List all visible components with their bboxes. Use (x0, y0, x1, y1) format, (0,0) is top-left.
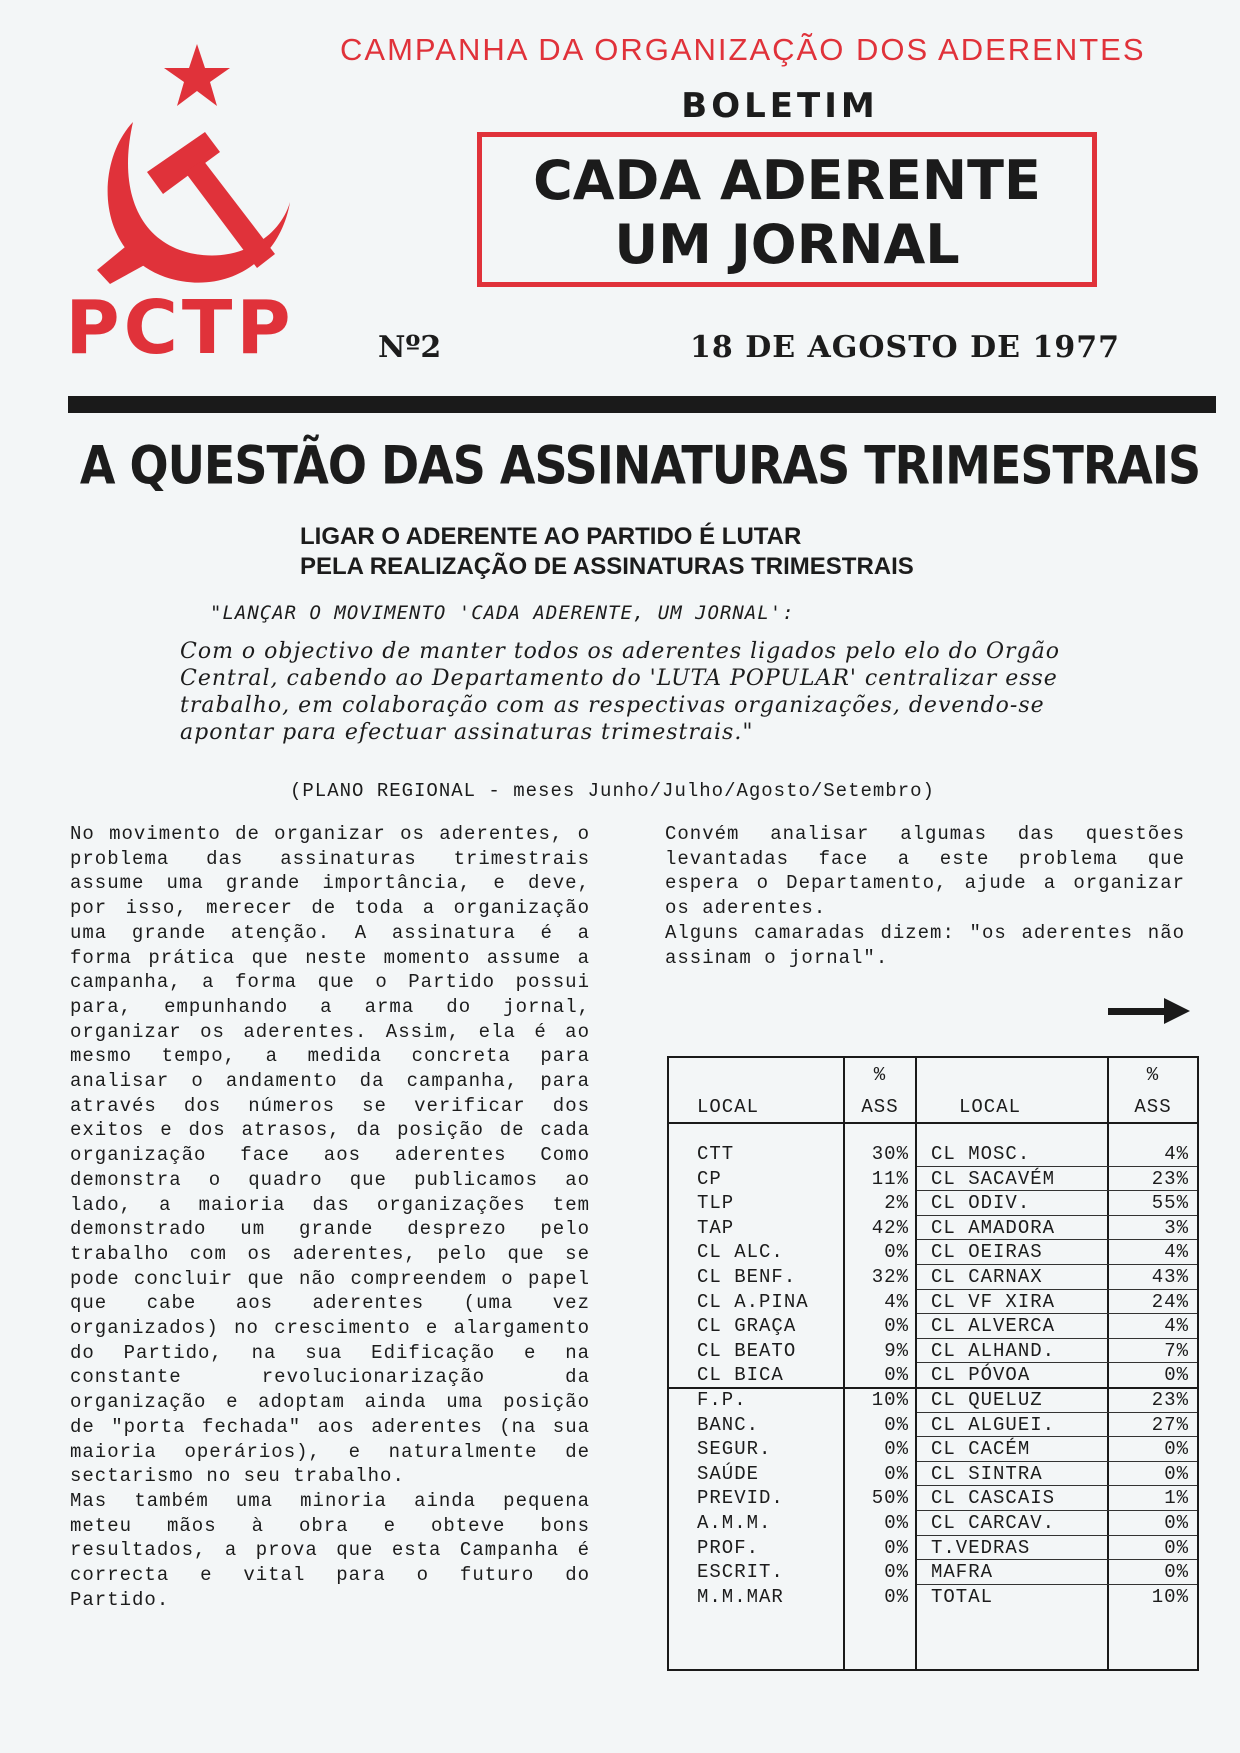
row-separator (917, 1338, 1197, 1339)
table-row (669, 1560, 1197, 1585)
local-right: CL OEIRAS (931, 1241, 1043, 1264)
local-left: CL ALC. (697, 1241, 784, 1264)
ass-left: 0% (884, 1438, 909, 1461)
local-right: T.VEDRAS (931, 1536, 1031, 1559)
table-row (669, 1314, 1197, 1339)
ass-left: 0% (884, 1462, 909, 1485)
ass-left: 9% (884, 1339, 909, 1362)
header-local-left: LOCAL (697, 1096, 760, 1118)
article-subhead (300, 522, 1000, 582)
ass-right: 4% (1164, 1315, 1189, 1338)
ass-right: 24% (1151, 1290, 1189, 1313)
masthead-box (477, 132, 1097, 287)
boletim-label: BOLETIM (681, 86, 879, 126)
local-right: CL CARCAV. (931, 1512, 1056, 1534)
right-column (665, 822, 1185, 970)
local-left: CL A.PINA (697, 1290, 809, 1313)
plan-reference: (PLANO REGIONAL - meses Junho/Julho/Agosto/Setembro) (290, 780, 935, 802)
local-right: CL MOSC. (931, 1143, 1031, 1165)
table-row (669, 1437, 1197, 1462)
local-left: F.P. (697, 1389, 747, 1411)
ass-left: 30% (871, 1143, 909, 1165)
local-left: CTT (697, 1143, 735, 1165)
table-row (669, 1585, 1197, 1610)
row-separator (917, 1436, 1197, 1437)
ass-left: 42% (871, 1216, 909, 1239)
subscriptions-table (667, 1056, 1199, 1671)
header-ass-left: % ASS (861, 1064, 899, 1118)
local-right: CL QUELUZ (931, 1389, 1043, 1411)
local-right: CL SINTRA (931, 1462, 1043, 1485)
ass-left: 0% (884, 1512, 909, 1534)
local-left: CL BENF. (697, 1266, 797, 1288)
row-separator (917, 1584, 1197, 1585)
row-separator (917, 1559, 1197, 1560)
row-separator (917, 1510, 1197, 1511)
row-separator (917, 1239, 1197, 1240)
ass-right: 0% (1164, 1512, 1189, 1534)
left-column (70, 822, 590, 1613)
row-separator (917, 1535, 1197, 1536)
table-row (669, 1290, 1197, 1315)
masthead-line-1: CADA ADERENTE (533, 149, 1041, 212)
local-left: TAP (697, 1216, 735, 1239)
quote-body: Com o objectivo de manter todos os aderentes ligados pelo elo do Orgão Central, cabendo ao Departamento do 'LUTA POPULAR' centralizar esse trabalho, em colaboração com as respectivas organizações, devendo-se apontar para efectuar assinaturas trimestrais." (180, 639, 1060, 745)
article-headline: A QUESTÃO DAS ASSINATURAS TRIMESTRAIS (79, 433, 1201, 497)
left-paragraph-1: No movimento de organizar os aderentes, o problema das assinaturas trimestrais assume uma grande importância, e deve, por isso, merecer de toda a organização uma grande atenção. A assinatura é a forma prática que neste momento assume a campanha, a forma que o Partido possui para, empunhando a arma do jornal, organizar os aderentes. Assim, ela é ao mesmo tempo, a medida concreta para analisar o andamento da campanha, para através dos números se verificar dos exitos e dos atrasos, da posição de cada organização face aos aderentes Como demonstra o quadro que publicamos ao lado, a maioria das organizações tem demonstrado um grande desprezo pelo trabalho com os aderentes, pelo que se pode concluir que não compreendem o papel que cabe aos aderentes (uma vez organizados) no crescimento e alargamento do Partido, na sua Edificação e na constante revolucionarização da organização e adoptam ainda uma posição de "porta fechada" aos aderentes (na sua maioria operários), e naturalmente de sectarismo no seu trabalho. (70, 823, 590, 1488)
table-row (669, 1265, 1197, 1290)
local-left: CL BEATO (697, 1339, 797, 1362)
ass-right: 10% (1151, 1585, 1189, 1608)
ass-right: 4% (1164, 1241, 1189, 1264)
ass-right: 23% (1151, 1167, 1189, 1190)
row-separator (917, 1215, 1197, 1216)
ass-right: 0% (1164, 1438, 1189, 1461)
header-divider (68, 396, 1216, 413)
local-right: CL VF XIRA (931, 1290, 1056, 1313)
local-right: CL ALGUEI. (931, 1413, 1056, 1436)
quote-lead: "LANÇAR O MOVIMENTO 'CADA ADERENTE, UM JORNAL': (210, 602, 795, 624)
ass-right: 3% (1164, 1216, 1189, 1239)
table-row (669, 1240, 1197, 1265)
masthead-line-2: UM JORNAL (614, 213, 960, 276)
ass-right: 55% (1151, 1192, 1189, 1215)
local-right: CL PÓVOA (931, 1364, 1031, 1387)
right-paragraph-2: Alguns camaradas dizem: "os aderentes não assinam o jornal". (665, 921, 1185, 969)
left-paragraph-2: Mas também uma minoria ainda pequena meteu mãos à obra e obteve bons resultados, a prova que esta Campanha é correcta e vital para o futuro do Partido. (70, 1489, 590, 1611)
ass-left: 0% (884, 1561, 909, 1584)
local-left: SEGUR. (697, 1438, 772, 1461)
campaign-title: CAMPANHA DA ORGANIZAÇÃO DOS ADERENTES (340, 32, 1146, 67)
table-row (669, 1363, 1197, 1388)
ass-left: 0% (884, 1241, 909, 1264)
local-right: CL SACAVÉM (931, 1167, 1056, 1190)
row-separator (917, 1461, 1197, 1462)
issue-date: 18 DE AGOSTO DE 1977 (690, 330, 1120, 365)
table-row (669, 1142, 1197, 1167)
ass-left: 11% (871, 1167, 909, 1190)
row-separator (917, 1166, 1197, 1167)
local-left: PREVID. (697, 1487, 784, 1510)
local-left: CL GRAÇA (697, 1315, 797, 1338)
ass-right: 0% (1164, 1364, 1189, 1387)
local-right: CL CACÉM (931, 1438, 1031, 1461)
ass-left: 0% (884, 1536, 909, 1559)
ass-right: 43% (1151, 1266, 1189, 1288)
ass-right: 7% (1164, 1339, 1189, 1362)
table-row (669, 1167, 1197, 1192)
ass-right: 0% (1164, 1561, 1189, 1584)
table-row (669, 1388, 1197, 1413)
table-row (669, 1511, 1197, 1536)
local-right: CL CARNAX (931, 1266, 1043, 1288)
ass-right: 1% (1164, 1487, 1189, 1510)
local-left: SAÚDE (697, 1462, 760, 1485)
local-left: ESCRIT. (697, 1561, 784, 1584)
table-row (669, 1536, 1197, 1561)
ass-left: 10% (871, 1389, 909, 1411)
row-separator (917, 1313, 1197, 1314)
subhead-line-2: PELA REALIZAÇÃO DE ASSINATURAS TRIMESTRAIS (300, 553, 914, 580)
ass-left: 50% (871, 1487, 909, 1510)
row-separator (917, 1485, 1197, 1486)
ass-right: 4% (1164, 1143, 1189, 1165)
local-right: MAFRA (931, 1561, 994, 1584)
local-right: CL AMADORA (931, 1216, 1056, 1239)
right-paragraph-1: Convém analisar algumas das questões levantadas face a este problema que espera o Departamento, ajude a organizar os aderentes. (665, 823, 1185, 920)
table-row (669, 1462, 1197, 1487)
ass-right: 0% (1164, 1536, 1189, 1559)
row-separator (669, 1387, 1197, 1389)
local-right: CL ALVERCA (931, 1315, 1056, 1338)
ass-left: 4% (884, 1290, 909, 1313)
ass-left: 0% (884, 1413, 909, 1436)
local-left: PROF. (697, 1536, 760, 1559)
local-right: CL ODIV. (931, 1192, 1031, 1215)
local-left: BANC. (697, 1413, 760, 1436)
row-separator (917, 1289, 1197, 1290)
ass-left: 32% (871, 1266, 909, 1288)
party-name: PCTP (65, 285, 295, 371)
table-row (669, 1216, 1197, 1241)
ass-left: 0% (884, 1315, 909, 1338)
row-separator (917, 1190, 1197, 1191)
row-separator (917, 1412, 1197, 1413)
table-row (669, 1413, 1197, 1438)
local-right: TOTAL (931, 1585, 994, 1608)
local-left: M.M.MAR (697, 1585, 784, 1608)
header-local-right: LOCAL (959, 1096, 1022, 1118)
ass-right: 0% (1164, 1462, 1189, 1485)
local-left: A.M.M. (697, 1512, 772, 1534)
ass-right: 23% (1151, 1389, 1189, 1411)
table-row (669, 1486, 1197, 1511)
header-ass-right: % ASS (1134, 1064, 1172, 1118)
subhead-line-1: LIGAR O ADERENTE AO PARTIDO É LUTAR (300, 523, 802, 550)
local-left: TLP (697, 1192, 735, 1215)
ass-left: 0% (884, 1364, 909, 1387)
row-separator (917, 1264, 1197, 1265)
ass-left: 2% (884, 1192, 909, 1215)
local-right: CL ALHAND. (931, 1339, 1056, 1362)
issue-number: Nº2 (378, 330, 442, 365)
continue-arrow-icon (1108, 998, 1190, 1024)
local-right: CL CASCAIS (931, 1487, 1056, 1510)
table-row (669, 1191, 1197, 1216)
local-left: CP (697, 1167, 722, 1190)
table-row (669, 1339, 1197, 1364)
ass-right: 27% (1151, 1413, 1189, 1436)
row-separator (917, 1362, 1197, 1363)
local-left: CL BICA (697, 1364, 784, 1387)
ass-left: 0% (884, 1585, 909, 1608)
